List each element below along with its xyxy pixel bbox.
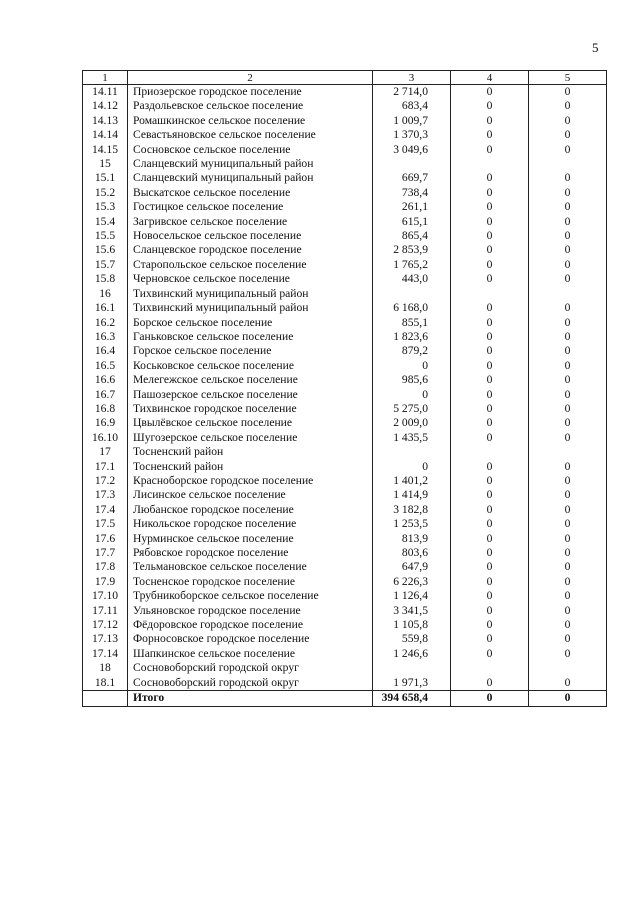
row-number-cell: 15.8 [83, 272, 128, 286]
col4-value-cell: 0 [451, 460, 529, 474]
col5-value-cell: 0 [529, 388, 607, 402]
table-row [83, 618, 607, 632]
row-number-cell: 14.12 [83, 99, 128, 113]
name-cell: Сосновоборский городской округ [128, 676, 373, 691]
amount-cell: 0 [373, 388, 451, 402]
col5-value-cell: 0 [529, 604, 607, 618]
header-cell-col5: 5 [529, 71, 607, 85]
col4-value-cell: 0 [451, 301, 529, 315]
table-row [83, 99, 607, 113]
name-cell: Трубникоборское сельское поселение [128, 589, 373, 603]
col4-value-cell: 0 [451, 85, 529, 100]
col4-value-cell: 0 [451, 618, 529, 632]
name-cell: Сосновское сельское поселение [128, 143, 373, 157]
table-row [83, 488, 607, 502]
table-row [83, 243, 607, 257]
col4-value-cell: 0 [451, 503, 529, 517]
table-row [83, 157, 607, 171]
name-cell: Выскатское сельское поселение [128, 186, 373, 200]
amount-cell: 0 [373, 460, 451, 474]
col4-value-cell [451, 661, 529, 675]
col5-value-cell [529, 287, 607, 301]
name-cell: Ганьковское сельское поселение [128, 330, 373, 344]
table-row [83, 632, 607, 646]
row-number-cell: 15.1 [83, 171, 128, 185]
row-number-cell: 14.15 [83, 143, 128, 157]
table-row [83, 532, 607, 546]
amount-cell: 1 253,5 [373, 517, 451, 531]
col4-value-cell [451, 445, 529, 459]
row-number-cell: 17.9 [83, 575, 128, 589]
amount-cell: 3 182,8 [373, 503, 451, 517]
name-cell: Севастьяновское сельское поселение [128, 128, 373, 142]
col4-value-cell: 0 [451, 359, 529, 373]
col5-value-cell: 0 [529, 560, 607, 574]
col5-value-cell: 0 [529, 431, 607, 445]
col5-value-cell: 0 [529, 344, 607, 358]
name-cell: Сланцевское городское поселение [128, 243, 373, 257]
amount-cell: 1 105,8 [373, 618, 451, 632]
name-cell: Цвылёвское сельское поселение [128, 416, 373, 430]
name-cell: Мелегежское сельское поселение [128, 373, 373, 387]
table-row [83, 503, 607, 517]
table-row [83, 344, 607, 358]
table-row [83, 560, 607, 574]
row-number-cell: 17.6 [83, 532, 128, 546]
header-cell-col1: 1 [83, 71, 128, 85]
col4-value-cell: 0 [451, 258, 529, 272]
total-row [83, 691, 607, 707]
total-amount: 394 658,4 [373, 691, 451, 707]
name-cell: Раздольевское сельское поселение [128, 99, 373, 113]
amount-cell: 1 246,6 [373, 647, 451, 661]
col4-value-cell: 0 [451, 604, 529, 618]
total-col5: 0 [529, 691, 607, 707]
table-row [83, 676, 607, 691]
row-number-cell: 15 [83, 157, 128, 171]
table-row [83, 301, 607, 315]
col5-value-cell [529, 157, 607, 171]
row-number-cell: 17.10 [83, 589, 128, 603]
row-number-cell: 16.4 [83, 344, 128, 358]
col4-value-cell: 0 [451, 560, 529, 574]
name-cell: Тосненский район [128, 445, 373, 459]
row-number-cell: 18 [83, 661, 128, 675]
col5-value-cell: 0 [529, 316, 607, 330]
page-number: 5 [592, 40, 599, 55]
col5-value-cell: 0 [529, 186, 607, 200]
row-number-cell: 15.6 [83, 243, 128, 257]
name-cell: Тихвинский муниципальный район [128, 301, 373, 315]
table-row [83, 330, 607, 344]
amount-cell: 1 370,3 [373, 128, 451, 142]
amount-cell: 647,9 [373, 560, 451, 574]
col4-value-cell: 0 [451, 388, 529, 402]
amount-cell: 6 168,0 [373, 301, 451, 315]
col4-value-cell: 0 [451, 402, 529, 416]
col4-value-cell: 0 [451, 488, 529, 502]
col4-value-cell: 0 [451, 128, 529, 142]
col5-value-cell: 0 [529, 85, 607, 100]
row-number-cell: 15.3 [83, 200, 128, 214]
table-row [83, 589, 607, 603]
col5-value-cell: 0 [529, 488, 607, 502]
col4-value-cell: 0 [451, 171, 529, 185]
name-cell: Пашозерское сельское поселение [128, 388, 373, 402]
row-number-cell: 16.5 [83, 359, 128, 373]
col5-value-cell [529, 661, 607, 675]
name-cell: Тосненское городское поселение [128, 575, 373, 589]
name-cell: Любанское городское поселение [128, 503, 373, 517]
amount-cell: 261,1 [373, 200, 451, 214]
col5-value-cell: 0 [529, 546, 607, 560]
table-row [83, 215, 607, 229]
table-row [83, 546, 607, 560]
row-number-cell: 15.4 [83, 215, 128, 229]
amount-cell: 615,1 [373, 215, 451, 229]
amount-cell: 2 714,0 [373, 85, 451, 100]
row-number-cell: 16.9 [83, 416, 128, 430]
col5-value-cell: 0 [529, 402, 607, 416]
amount-cell: 1 126,4 [373, 589, 451, 603]
amount-cell: 1 009,7 [373, 114, 451, 128]
amount-cell: 0 [373, 359, 451, 373]
col5-value-cell: 0 [529, 215, 607, 229]
row-number-cell: 16.6 [83, 373, 128, 387]
amount-cell: 683,4 [373, 99, 451, 113]
col4-value-cell: 0 [451, 229, 529, 243]
amount-cell [373, 287, 451, 301]
col4-value-cell [451, 287, 529, 301]
row-number-cell: 17.4 [83, 503, 128, 517]
table-row [83, 128, 607, 142]
name-cell: Сосновоборский городской округ [128, 661, 373, 675]
row-number-cell: 15.2 [83, 186, 128, 200]
col5-value-cell: 0 [529, 229, 607, 243]
name-cell: Борское сельское поселение [128, 316, 373, 330]
table-row [83, 229, 607, 243]
amount-cell: 559,8 [373, 632, 451, 646]
row-number-cell: 16 [83, 287, 128, 301]
col5-value-cell: 0 [529, 647, 607, 661]
row-number-cell: 17.12 [83, 618, 128, 632]
row-number-cell: 17.2 [83, 474, 128, 488]
col4-value-cell: 0 [451, 676, 529, 691]
name-cell: Тихвинский муниципальный район [128, 287, 373, 301]
amount-cell: 1 765,2 [373, 258, 451, 272]
table-row [83, 373, 607, 387]
row-number-cell: 18.1 [83, 676, 128, 691]
row-number-cell: 14.11 [83, 85, 128, 100]
name-cell: Коськовское сельское поселение [128, 359, 373, 373]
amount-cell: 1 823,6 [373, 330, 451, 344]
col4-value-cell: 0 [451, 186, 529, 200]
col4-value-cell: 0 [451, 215, 529, 229]
col4-value-cell: 0 [451, 517, 529, 531]
name-cell: Приозерское городское поселение [128, 85, 373, 100]
table-row [83, 474, 607, 488]
name-cell: Гостицкое сельское поселение [128, 200, 373, 214]
name-cell: Ульяновское городское поселение [128, 604, 373, 618]
table-row [83, 359, 607, 373]
total-col4: 0 [451, 691, 529, 707]
table-row [83, 460, 607, 474]
table-row [83, 604, 607, 618]
col5-value-cell: 0 [529, 99, 607, 113]
amount-cell: 738,4 [373, 186, 451, 200]
col4-value-cell: 0 [451, 99, 529, 113]
amount-cell: 855,1 [373, 316, 451, 330]
row-number-cell: 14.13 [83, 114, 128, 128]
name-cell: Старопольское сельское поселение [128, 258, 373, 272]
col5-value-cell: 0 [529, 171, 607, 185]
row-number-cell: 17.8 [83, 560, 128, 574]
col5-value-cell: 0 [529, 359, 607, 373]
table-row [83, 445, 607, 459]
col5-value-cell: 0 [529, 676, 607, 691]
name-cell: Никольское городское поселение [128, 517, 373, 531]
table-row [83, 402, 607, 416]
row-number-cell: 15.7 [83, 258, 128, 272]
name-cell: Фёдоровское городское поселение [128, 618, 373, 632]
col5-value-cell: 0 [529, 330, 607, 344]
name-cell: Шугозерское сельское поселение [128, 431, 373, 445]
col4-value-cell: 0 [451, 647, 529, 661]
table-header-row [83, 71, 607, 85]
col4-value-cell: 0 [451, 143, 529, 157]
table-row [83, 517, 607, 531]
row-number-cell: 17.7 [83, 546, 128, 560]
name-cell: Рябовское городское поселение [128, 546, 373, 560]
name-cell: Лисинское сельское поселение [128, 488, 373, 502]
row-number-cell: 17.5 [83, 517, 128, 531]
table-row [83, 171, 607, 185]
col4-value-cell: 0 [451, 200, 529, 214]
table-row [83, 287, 607, 301]
col5-value-cell: 0 [529, 517, 607, 531]
name-cell: Форносовское городское поселение [128, 632, 373, 646]
col4-value-cell: 0 [451, 344, 529, 358]
header-cell-col3: 3 [373, 71, 451, 85]
amount-cell: 3 341,5 [373, 604, 451, 618]
row-number-cell: 16.10 [83, 431, 128, 445]
col4-value-cell: 0 [451, 114, 529, 128]
col4-value-cell: 0 [451, 373, 529, 387]
header-cell-col4: 4 [451, 71, 529, 85]
row-number-cell: 16.7 [83, 388, 128, 402]
amount-cell: 3 049,6 [373, 143, 451, 157]
col5-value-cell: 0 [529, 503, 607, 517]
col5-value-cell: 0 [529, 618, 607, 632]
amount-cell [373, 445, 451, 459]
col5-value-cell: 0 [529, 143, 607, 157]
row-number-cell: 16.8 [83, 402, 128, 416]
row-number-cell: 17.1 [83, 460, 128, 474]
name-cell: Шапкинское сельское поселение [128, 647, 373, 661]
amount-cell: 1 435,5 [373, 431, 451, 445]
col4-value-cell: 0 [451, 532, 529, 546]
col5-value-cell: 0 [529, 575, 607, 589]
name-cell: Тихвинское городское поселение [128, 402, 373, 416]
allocation-table [82, 70, 607, 707]
col5-value-cell: 0 [529, 128, 607, 142]
row-number-cell: 17.3 [83, 488, 128, 502]
name-cell: Новосельское сельское поселение [128, 229, 373, 243]
name-cell: Тосненский район [128, 460, 373, 474]
table-row [83, 272, 607, 286]
row-number-cell: 15.5 [83, 229, 128, 243]
row-number-cell: 17.11 [83, 604, 128, 618]
name-cell: Сланцевский муниципальный район [128, 157, 373, 171]
amount-cell [373, 157, 451, 171]
amount-cell: 1 414,9 [373, 488, 451, 502]
amount-cell: 985,6 [373, 373, 451, 387]
name-cell: Горское сельское поселение [128, 344, 373, 358]
col5-value-cell [529, 445, 607, 459]
row-number-cell: 16.3 [83, 330, 128, 344]
total-label: Итого [128, 691, 373, 707]
name-cell: Ромашкинское сельское поселение [128, 114, 373, 128]
amount-cell: 1 401,2 [373, 474, 451, 488]
col5-value-cell: 0 [529, 589, 607, 603]
name-cell: Черновское сельское поселение [128, 272, 373, 286]
name-cell: Загривское сельское поселение [128, 215, 373, 229]
col5-value-cell: 0 [529, 474, 607, 488]
col4-value-cell: 0 [451, 575, 529, 589]
col5-value-cell: 0 [529, 114, 607, 128]
col5-value-cell: 0 [529, 301, 607, 315]
amount-cell: 443,0 [373, 272, 451, 286]
table-row [83, 186, 607, 200]
table-row [83, 316, 607, 330]
row-number-cell: 16.2 [83, 316, 128, 330]
amount-cell: 865,4 [373, 229, 451, 243]
table-row [83, 200, 607, 214]
col4-value-cell: 0 [451, 431, 529, 445]
table-row [83, 85, 607, 100]
col4-value-cell: 0 [451, 416, 529, 430]
row-number-cell: 14.14 [83, 128, 128, 142]
col5-value-cell: 0 [529, 416, 607, 430]
col5-value-cell: 0 [529, 258, 607, 272]
amount-cell: 879,2 [373, 344, 451, 358]
row-number-cell: 17.13 [83, 632, 128, 646]
col5-value-cell: 0 [529, 200, 607, 214]
name-cell: Тельмановское сельское поселение [128, 560, 373, 574]
col5-value-cell: 0 [529, 460, 607, 474]
table-row [83, 143, 607, 157]
table-row [83, 647, 607, 661]
col4-value-cell: 0 [451, 474, 529, 488]
col4-value-cell: 0 [451, 243, 529, 257]
col4-value-cell: 0 [451, 330, 529, 344]
amount-cell: 813,9 [373, 532, 451, 546]
table-row [83, 575, 607, 589]
table-row [83, 431, 607, 445]
amount-cell: 1 971,3 [373, 676, 451, 691]
amount-cell: 2 853,9 [373, 243, 451, 257]
col5-value-cell: 0 [529, 632, 607, 646]
amount-cell: 6 226,3 [373, 575, 451, 589]
amount-cell [373, 661, 451, 675]
amount-cell: 669,7 [373, 171, 451, 185]
table-row [83, 416, 607, 430]
name-cell: Красноборское городское поселение [128, 474, 373, 488]
amount-cell: 2 009,0 [373, 416, 451, 430]
table-row [83, 388, 607, 402]
col4-value-cell: 0 [451, 589, 529, 603]
header-cell-col2: 2 [128, 71, 373, 85]
col4-value-cell: 0 [451, 632, 529, 646]
row-number-cell: 16.1 [83, 301, 128, 315]
col5-value-cell: 0 [529, 532, 607, 546]
amount-cell: 5 275,0 [373, 402, 451, 416]
name-cell: Нурминское сельское поселение [128, 532, 373, 546]
col5-value-cell: 0 [529, 243, 607, 257]
col4-value-cell [451, 157, 529, 171]
table-row [83, 258, 607, 272]
total-number-cell [83, 691, 128, 707]
row-number-cell: 17 [83, 445, 128, 459]
col5-value-cell: 0 [529, 272, 607, 286]
col4-value-cell: 0 [451, 546, 529, 560]
amount-cell: 803,6 [373, 546, 451, 560]
col4-value-cell: 0 [451, 316, 529, 330]
col4-value-cell: 0 [451, 272, 529, 286]
table-row [83, 661, 607, 675]
col5-value-cell: 0 [529, 373, 607, 387]
row-number-cell: 17.14 [83, 647, 128, 661]
name-cell: Сланцевский муниципальный район [128, 171, 373, 185]
table-row [83, 114, 607, 128]
